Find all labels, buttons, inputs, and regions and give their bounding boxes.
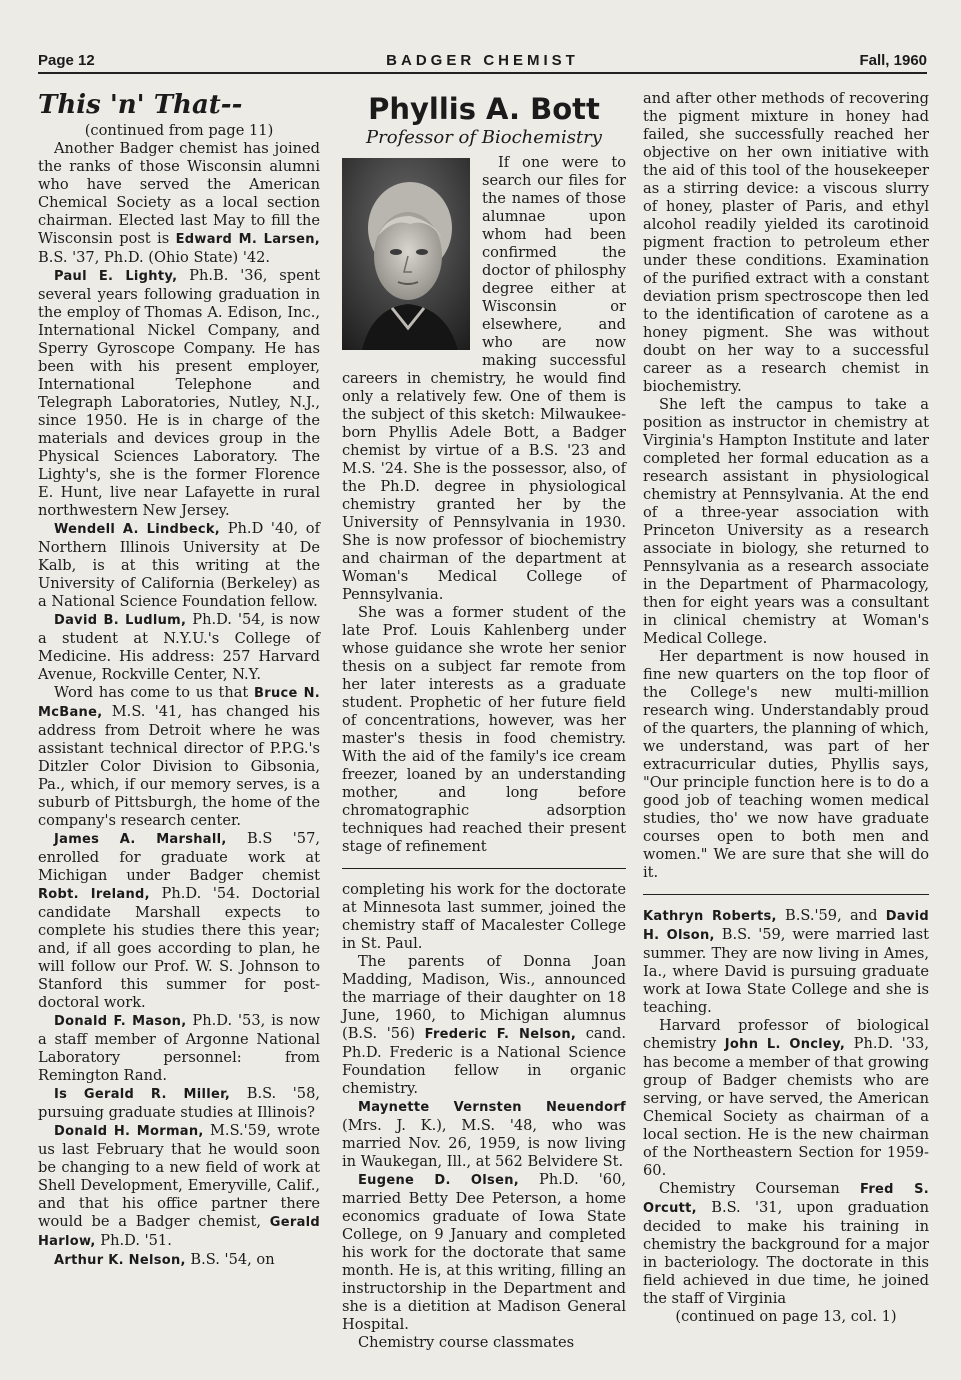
person-name: Is Gerald R. Miller,: [54, 1087, 231, 1102]
paragraph: If one were to search our files for the names of those alumnae upon whom had been confirmed the doctor of philosphy degree either at Wisconsin or elsewhere, and who are now making successful careers in chemistry, he would find only a relatively few. One of them is the subject of this sketch: Milwaukee-born Phyllis Adele Bott, a Badger chemist by virtue of a B.S. '23 and M.S. '24. She is the possessor, also, of the Ph.D. degree in physiological chemistry granted her by the University of Pennsylvania in 1930. She is now professor of biochemistry and chairman of the department at Woman's Medical College of Pennsylvania.: [342, 154, 626, 603]
person-name: Kathryn Roberts,: [643, 909, 777, 924]
paragraph: and after other methods of recovering the pigment mixture in honey had failed, she successfully reached her objective on her own initiative with the aid of this tool of the housekeeper as a stirring device: a viscous slurry of honey, plaster of Paris, and ethyl alcohol readily yielded its carotinoid pigment fraction to petroleum ether under these conditions. Examination of the purified extract with a constant deviation prism spectroscope then led to the identification of carotene as a honey pigment. She was without doubt on her way to a successful career as a research chemist in biochemistry.: [643, 90, 929, 395]
paragraph: Arthur K. Nelson, B.S. '54, on: [54, 1251, 275, 1268]
person-name: Donald F. Mason,: [54, 1014, 187, 1029]
paragraph: Donald F. Mason, Ph.D. '53, is now a staff member of Argonne National Laboratory personnel: from Remington Rand.: [38, 1012, 320, 1084]
page-number: Page 12: [38, 52, 95, 69]
column-right: [643, 90, 929, 1326]
paragraph: Her department is now housed in fine new quarters on the top floor of the College's new multi-million research wing. Understandably proud of the quarters, the planning of which, we understand, was part of her extracurricular duties, Phyllis says, "Our principle function here is to do a good job of teaching women medical studies, tho' we now have graduate courses open to both men and women." We are sure that she will do it.: [643, 648, 929, 881]
portrait-image: [342, 158, 470, 350]
person-name: Donald H. Morman,: [54, 1124, 204, 1139]
paragraph: David B. Ludlum, Ph.D. '54, is now a student at N.Y.U.'s College of Medicine. His address: 257 Harvard Avenue, Rockville Center, N.Y.: [38, 611, 320, 683]
paragraph: Wendell A. Lindbeck, Ph.D '40, of Northern Illinois University at De Kalb, is at this writing at the University of California (Berkeley) as a National Science Foundation fellow.: [38, 520, 320, 610]
article-title: Phyllis A. Bott: [368, 92, 600, 126]
person-name: Robt. Ireland,: [38, 887, 150, 902]
person-name: Frederic F. Nelson,: [424, 1027, 577, 1042]
paragraph: Donald H. Morman, M.S.'59, wrote us last February that he would soon be changing to a new field of work at Shell Development, Emeryville, Calif., and that his office partner there would be a Badger chemist, Gerald Harlow, Ph.D. '51.: [38, 1122, 320, 1249]
continued-from: (continued from page 11): [84, 122, 274, 139]
paragraph: completing his work for the doctorate at Minnesota last summer, joined the chemistry staff of Macalester College in St. Paul.: [342, 881, 626, 952]
section-title: This 'n' That--: [38, 90, 243, 120]
person-name: Gerald Harlow,: [38, 1215, 320, 1249]
person-name: Paul E. Lighty,: [54, 269, 178, 284]
issue-date: Fall, 1960: [859, 52, 927, 69]
paragraph: Maynette Vernsten Neuendorf (Mrs. J. K.), M.S. '48, who was married Nov. 26, 1959, is now living in Waukegan, Ill., at 562 Belvidere St.: [342, 1100, 626, 1170]
paragraph: Paul E. Lighty, Ph.B. '36, spent several years following graduation in the employ of Thomas A. Edison, Inc., International Nickel Company, and Sperry Gyroscope Company. He has been with his present employer, International Telephone and Telegraph Laboratories, Nutley, N.J., since 1950. He is in charge of the materials and devices group in the Physical Sciences Laboratory. The Lighty's, she is the former Florence E. Hunt, live near Lafayette in rural northwestern New Jersey.: [38, 267, 321, 519]
person-name: Bruce N. McBane,: [38, 686, 321, 720]
person-name: John L. Oncley,: [724, 1037, 846, 1052]
person-name: Edward M. Larsen,: [175, 232, 320, 247]
person-name: Maynette Vernsten Neuendorf: [358, 1100, 626, 1115]
paragraph: Another Badger chemist has joined the ranks of those Wisconsin alumni who have served the American Chemical Society as a local section chairman. Elected last May to fill the Wisconsin post is Edward M. Larsen, B.S. '37, Ph.D. (Ohio State) '42.: [38, 140, 320, 266]
person-name: David B. Ludlum,: [54, 613, 187, 628]
paragraph: She left the campus to take a position as instructor in chemistry at Virginia's Hampton Institute and later completed her formal education as a research assistant in physiological chemistry at Pennsylvania. At the end of a three-year association with Princeton University as a research associate in biology, she returned to Pennsylvania as a research associate in the Department of Pharmacology, then for eight years was a consultant in clinical chemistry at Woman's Medical College.: [643, 396, 929, 647]
divider: [342, 868, 626, 869]
person-name: James A. Marshall,: [54, 832, 227, 847]
paragraph: Chemistry Courseman Fred S. Orcutt, B.S. '31, upon graduation decided to make his training in chemistry the background for a major in bacteriology. The doctorate in this field achieved in due time, he joined the staff of Virginia: [643, 1180, 930, 1307]
person-name: Fred S. Orcutt,: [643, 1182, 930, 1216]
paragraph: She was a former student of the late Prof. Louis Kahlenberg under whose guidance she wrote her senior thesis on a subject far remote from her later interests as a graduate student. Prophetic of her future field of concentrations, however, was her master's thesis in food chemistry. With the aid of the family's ice cream freezer, loaned by an understanding mother, and long before chromatographic adsorption techniques had reached their present stage of refinement: [342, 604, 626, 855]
person-name: Arthur K. Nelson,: [54, 1253, 186, 1268]
person-name: David H. Olson,: [643, 909, 929, 943]
portrait-photo: [342, 158, 470, 350]
article-subtitle: Professor of Biochemistry: [366, 127, 602, 148]
paragraph: Kathryn Roberts, B.S.'59, and David H. Olson, B.S. '59, were married last summer. They are now living in Ames, Ia., where David is pursuing graduate work at Iowa State College and she is teaching.: [643, 907, 929, 1016]
paragraph: Harvard professor of biological chemistry John L. Oncley, Ph.D. '33, has become a member of that growing group of Badger chemists who are serving, or have served, the American Chemical Society as chairman of a local section. He is the new chairman of the Northeastern Section for 1959-60.: [643, 1017, 929, 1179]
column-middle: [342, 90, 626, 1352]
paragraph: James A. Marshall, B.S '57, enrolled for graduate work at Michigan under Badger chemist Robt. Ireland, Ph.D. '54. Doctorial candidate Marshall expects to complete his studies there this year; and, if all goes according to plan, he will follow our Prof. W. S. Johnson to Stanford this summer for post- doctoral work.: [38, 830, 320, 1011]
publication-title: BADGER CHEMIST: [386, 52, 579, 69]
paragraph: Is Gerald R. Miller, B.S. '58, pursuing graduate studies at Illinois?: [38, 1085, 320, 1121]
column-left: [38, 90, 320, 1270]
divider: [643, 894, 929, 895]
person-name: Eugene D. Olsen,: [358, 1173, 519, 1188]
person-name: Wendell A. Lindbeck,: [54, 522, 221, 537]
page-header: [38, 50, 927, 74]
continued-on: (continued on page 13, col. 1): [675, 1308, 897, 1325]
paragraph: The parents of Donna Joan Madding, Madison, Wis., announced the marriage of their daughter on 18 June, 1960, to Michigan alumnus (B.S. '56) Frederic F. Nelson, cand. Ph.D. Frederic is a National Science Foundation fellow in organic chemistry.: [342, 953, 626, 1097]
paragraph: Word has come to us that Bruce N. McBane, M.S. '41, has changed his address from Detroit where he was assistant technical director of P.P.G.'s Ditzler Color Division to Gibsonia, Pa., which, if our memory serves, is a suburb of Pittsburgh, the home of the company's research center.: [38, 684, 321, 829]
paragraph: Chemistry course classmates: [358, 1334, 575, 1351]
paragraph: Eugene D. Olsen, Ph.D. '60, married Betty Dee Peterson, a home economics graduate of Iowa State College, on 9 January and completed his work for the doctorate that same month. He is, at this writing, filling an instructorship in the Department and she is a dietition at Madison General Hospital.: [342, 1171, 626, 1333]
